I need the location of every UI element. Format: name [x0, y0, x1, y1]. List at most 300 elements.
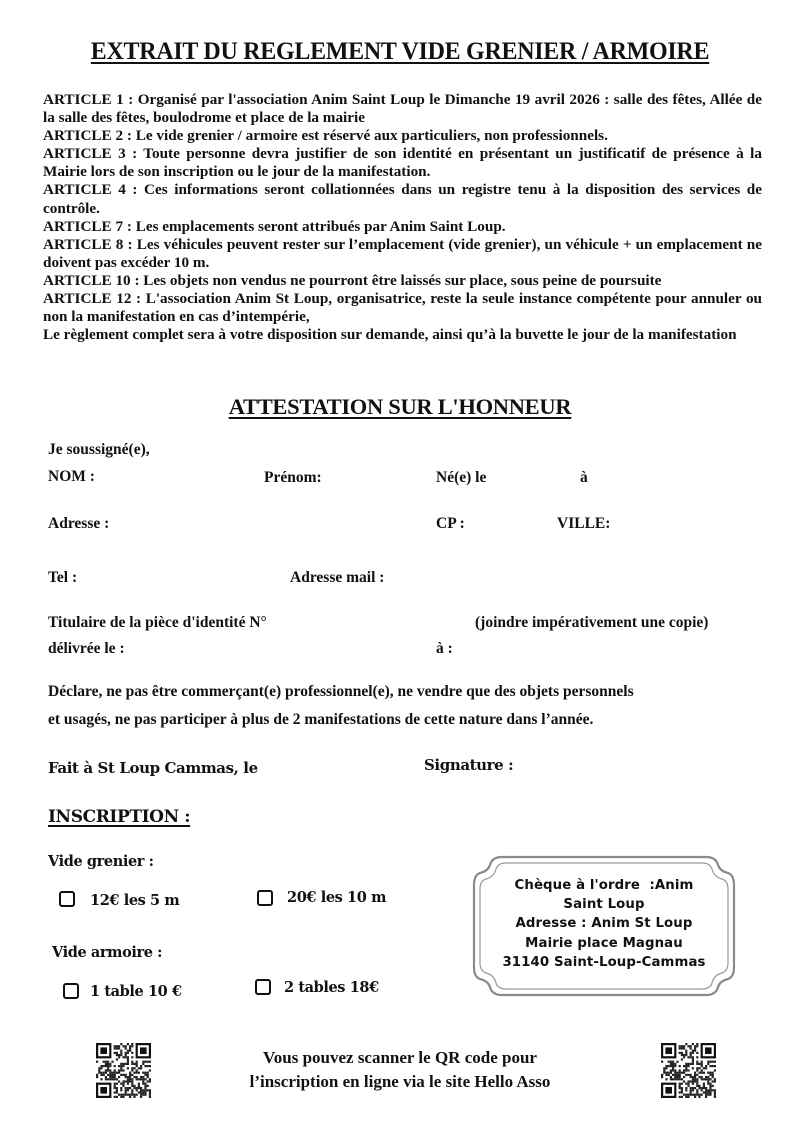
qr-module	[147, 1074, 149, 1076]
qr-module	[107, 1061, 109, 1063]
qr-module	[661, 1061, 663, 1063]
qr-module	[674, 1078, 676, 1080]
qr-module	[142, 1076, 144, 1078]
checkbox-20e-10m[interactable]	[257, 890, 273, 906]
qr-module	[131, 1074, 133, 1076]
qr-module	[114, 1085, 116, 1087]
qr-module	[138, 1083, 140, 1085]
qr-module	[105, 1061, 107, 1063]
qr-module	[122, 1080, 124, 1082]
qr-module	[687, 1045, 689, 1047]
qr-module	[683, 1076, 685, 1078]
qr-module	[98, 1067, 100, 1069]
qr-module	[681, 1045, 683, 1047]
qr-module	[122, 1065, 124, 1067]
option-20e-10m-label: 20€ les 10 m	[287, 889, 387, 906]
qr-module	[105, 1072, 107, 1074]
qr-module	[109, 1078, 111, 1080]
qr-module	[712, 1085, 714, 1087]
qr-module	[118, 1072, 120, 1074]
qr-module	[116, 1072, 118, 1074]
qr-module	[672, 1067, 674, 1069]
qr-module	[701, 1063, 703, 1065]
qr-module	[111, 1078, 113, 1080]
qr-module	[663, 1069, 665, 1071]
qr-module	[694, 1072, 696, 1074]
cheque-line-2: Saint Loup	[563, 897, 645, 913]
article-7: ARTICLE 7 : Les emplacements seront attribués par Anim Saint Loup.	[43, 217, 506, 235]
qr-module	[127, 1087, 129, 1089]
qr-module	[690, 1094, 692, 1096]
qr-module	[105, 1076, 107, 1078]
qr-module	[690, 1080, 692, 1082]
qr-module	[670, 1061, 672, 1063]
qr-module	[676, 1072, 678, 1074]
qr-module	[685, 1063, 687, 1065]
qr-code-right-icon[interactable]	[661, 1043, 716, 1098]
qr-module	[116, 1087, 118, 1089]
qr-module	[690, 1076, 692, 1078]
qr-module	[107, 1078, 109, 1080]
qr-module	[672, 1061, 674, 1063]
qr-module	[698, 1076, 700, 1078]
qr-module	[138, 1087, 140, 1089]
qr-module	[131, 1067, 133, 1069]
article-10: ARTICLE 10 : Les objets non vendus ne pourront être laissés sur place, sous peine de poursuite	[43, 271, 662, 289]
qr-module	[131, 1056, 133, 1058]
qr-module	[149, 1091, 151, 1093]
qr-module	[679, 1085, 681, 1087]
qr-module	[681, 1072, 683, 1074]
qr-module	[149, 1061, 151, 1063]
qr-module	[136, 1078, 138, 1080]
qr-module	[696, 1078, 698, 1080]
qr-module	[707, 1063, 709, 1065]
qr-module	[136, 1072, 138, 1074]
checkbox-12e-5m[interactable]	[59, 891, 75, 907]
vide-armoire-label: Vide armoire :	[52, 944, 163, 961]
qr-module	[129, 1045, 131, 1047]
qr-module	[703, 1087, 705, 1089]
ville-label: VILLE:	[557, 515, 611, 532]
qr-module	[694, 1094, 696, 1096]
qr-module	[96, 1074, 98, 1076]
qr-module	[127, 1058, 129, 1060]
qr-module	[685, 1089, 687, 1091]
qr-module	[709, 1089, 711, 1091]
qr-module	[149, 1094, 151, 1096]
qr-module	[681, 1058, 683, 1060]
qr-module	[125, 1091, 127, 1093]
qr-module	[142, 1083, 144, 1085]
qr-module	[705, 1089, 707, 1091]
qr-module	[116, 1091, 118, 1093]
qr-module	[122, 1094, 124, 1096]
qr-module	[707, 1089, 709, 1091]
qr-module	[122, 1085, 124, 1087]
qr-module	[147, 1085, 149, 1087]
qr-module	[705, 1076, 707, 1078]
qr-module	[709, 1087, 711, 1089]
qr-module	[129, 1080, 131, 1082]
qr-module	[690, 1091, 692, 1093]
qr-module	[683, 1056, 685, 1058]
qr-module	[147, 1072, 149, 1074]
qr-module	[714, 1096, 716, 1098]
qr-module	[129, 1096, 131, 1098]
qr-module	[122, 1063, 124, 1065]
qr-module	[109, 1072, 111, 1074]
qr-module	[111, 1076, 113, 1078]
qr-module	[149, 1078, 151, 1080]
qr-module	[142, 1080, 144, 1082]
qr-module	[665, 1067, 667, 1069]
qr-module	[709, 1094, 711, 1096]
qr-module	[125, 1063, 127, 1065]
qr-module	[701, 1089, 703, 1091]
qr-module	[103, 1072, 105, 1074]
qr-module	[114, 1065, 116, 1067]
qr-module	[672, 1078, 674, 1080]
birthplace-label: à	[580, 469, 588, 486]
qr-module	[136, 1061, 138, 1063]
qr-module	[679, 1065, 681, 1067]
article-4: ARTICLE 4 : Ces informations seront collationnées dans un registre tenu à la disposition des services de contrôle.	[43, 181, 762, 217]
qr-module	[714, 1091, 716, 1093]
qr-module	[100, 1065, 102, 1067]
qr-module	[685, 1094, 687, 1096]
qr-module	[674, 1076, 676, 1078]
qr-module	[681, 1078, 683, 1080]
qr-module	[694, 1050, 696, 1052]
signature-label: Signature :	[424, 756, 514, 774]
qr-module	[701, 1076, 703, 1078]
qr-module	[696, 1080, 698, 1082]
qr-module	[683, 1069, 685, 1071]
qr-module	[127, 1061, 129, 1063]
qr-module	[120, 1054, 122, 1056]
qr-module	[696, 1061, 698, 1063]
prenom-label: Prénom:	[264, 469, 322, 486]
qr-module	[698, 1067, 700, 1069]
checkbox-1-table[interactable]	[63, 983, 79, 999]
qr-module	[670, 1065, 672, 1067]
qr-module	[674, 1063, 676, 1065]
qr-module	[109, 1074, 111, 1076]
qr-module	[692, 1063, 694, 1065]
qr-module	[701, 1069, 703, 1071]
qr-module	[714, 1065, 716, 1067]
qr-module	[709, 1072, 711, 1074]
qr-module	[114, 1087, 116, 1089]
qr-module	[131, 1089, 133, 1091]
qr-module	[692, 1043, 694, 1045]
qr-module	[127, 1094, 129, 1096]
intro-label: Je soussigné(e),	[48, 441, 150, 458]
qr-module	[709, 1091, 711, 1093]
qr-module	[703, 1067, 705, 1069]
qr-module	[140, 1087, 142, 1089]
issued-date-label: délivrée le :	[48, 640, 125, 657]
copy-note: (joindre impérativement une copie)	[475, 614, 709, 631]
declaration-line-2: et usagés, ne pas participer à plus de 2 manifestations de cette nature dans l’année.	[48, 711, 594, 728]
qr-module	[125, 1087, 127, 1089]
qr-module	[696, 1074, 698, 1076]
qr-module	[149, 1069, 151, 1071]
qr-module	[125, 1056, 127, 1058]
qr-module	[149, 1065, 151, 1067]
qr-module	[116, 1096, 118, 1098]
qr-module	[129, 1047, 131, 1049]
qr-module	[140, 1094, 142, 1096]
qr-module	[103, 1074, 105, 1076]
qr-module	[685, 1096, 687, 1098]
qr-module	[707, 1080, 709, 1082]
qr-module	[129, 1076, 131, 1078]
qr-module	[696, 1083, 698, 1085]
qr-module	[709, 1085, 711, 1087]
qr-module	[709, 1065, 711, 1067]
qr-module	[694, 1087, 696, 1089]
qr-module	[127, 1083, 129, 1085]
vide-grenier-label: Vide grenier :	[48, 853, 154, 870]
qr-module	[125, 1094, 127, 1096]
qr-module	[670, 1072, 672, 1074]
qr-module	[687, 1069, 689, 1071]
qr-module	[114, 1045, 116, 1047]
qr-module	[672, 1074, 674, 1076]
qr-module	[670, 1076, 672, 1078]
qr-module	[127, 1043, 129, 1045]
qr-module	[714, 1094, 716, 1096]
issued-place-label: à :	[436, 640, 453, 657]
qr-module	[694, 1047, 696, 1049]
qr-module	[698, 1085, 700, 1087]
qr-module	[127, 1067, 129, 1069]
qr-module	[707, 1078, 709, 1080]
email-label: Adresse mail :	[290, 569, 385, 586]
qr-module	[676, 1076, 678, 1078]
qr-module	[118, 1054, 120, 1056]
qr-module	[696, 1067, 698, 1069]
qr-module	[681, 1083, 683, 1085]
qr-module	[133, 1067, 135, 1069]
qr-module	[118, 1047, 120, 1049]
qr-module	[665, 1065, 667, 1067]
qr-module	[144, 1083, 146, 1085]
qr-module	[133, 1087, 135, 1089]
qr-module	[709, 1078, 711, 1080]
qr-module	[679, 1047, 681, 1049]
qr-module	[129, 1050, 131, 1052]
qr-module	[147, 1061, 149, 1063]
qr-module	[692, 1052, 694, 1054]
qr-module	[114, 1074, 116, 1076]
qr-module	[118, 1056, 120, 1058]
qr-module	[690, 1063, 692, 1065]
qr-module	[685, 1054, 687, 1056]
qr-module	[144, 1072, 146, 1074]
qr-module	[683, 1094, 685, 1096]
qr-module	[136, 1063, 138, 1065]
qr-module	[692, 1067, 694, 1069]
qr-module	[670, 1069, 672, 1071]
qr-module	[679, 1045, 681, 1047]
birthdate-label: Né(e) le	[436, 469, 487, 486]
qr-module	[129, 1078, 131, 1080]
qr-module	[127, 1089, 129, 1091]
qr-module	[116, 1078, 118, 1080]
qr-module	[114, 1083, 116, 1085]
qr-module	[696, 1043, 698, 1045]
declaration-line-1: Déclare, ne pas être commerçant(e) professionnel(e), ne vendre que des objets personnels	[48, 683, 634, 700]
qr-module	[679, 1096, 681, 1098]
qr-module	[147, 1065, 149, 1067]
qr-module	[140, 1076, 142, 1078]
qr-module	[681, 1052, 683, 1054]
qr-module	[692, 1061, 694, 1063]
qr-module	[698, 1072, 700, 1074]
qr-module	[127, 1063, 129, 1065]
qr-module	[714, 1061, 716, 1063]
qr-module	[125, 1045, 127, 1047]
qr-module	[122, 1045, 124, 1047]
qr-module	[672, 1069, 674, 1071]
qr-module	[131, 1063, 133, 1065]
qr-module	[707, 1072, 709, 1074]
qr-module	[683, 1072, 685, 1074]
qr-module	[120, 1087, 122, 1089]
qr-module	[144, 1094, 146, 1096]
qr-module	[683, 1047, 685, 1049]
qr-module	[120, 1089, 122, 1091]
qr-module	[105, 1065, 107, 1067]
qr-module	[665, 1074, 667, 1076]
qr-module	[705, 1096, 707, 1098]
qr-module	[138, 1072, 140, 1074]
qr-module	[140, 1078, 142, 1080]
qr-module	[100, 1072, 102, 1074]
qr-module	[142, 1089, 144, 1091]
qr-module	[679, 1074, 681, 1076]
qr-module	[696, 1045, 698, 1047]
qr-module	[692, 1078, 694, 1080]
qr-module	[705, 1078, 707, 1080]
qr-module	[703, 1085, 705, 1087]
qr-module	[665, 1072, 667, 1074]
qr-text-line-2: l’inscription en ligne via le site Hello Asso	[249, 1072, 551, 1091]
qr-module	[131, 1078, 133, 1080]
qr-module	[712, 1061, 714, 1063]
qr-module	[129, 1087, 131, 1089]
qr-module	[140, 1096, 142, 1098]
qr-module	[687, 1083, 689, 1085]
qr-module	[105, 1063, 107, 1065]
full-regulation-note: Le règlement complet sera à votre disposition sur demande, ainsi qu’à la buvette le jour de la manifestation	[43, 326, 737, 344]
qr-module	[125, 1047, 127, 1049]
qr-module	[127, 1076, 129, 1078]
qr-module	[127, 1052, 129, 1054]
qr-module	[107, 1069, 109, 1071]
qr-module	[687, 1074, 689, 1076]
qr-module	[683, 1080, 685, 1082]
qr-module	[107, 1063, 109, 1065]
qr-module	[690, 1052, 692, 1054]
qr-module	[142, 1094, 144, 1096]
qr-module	[125, 1080, 127, 1082]
qr-module	[681, 1087, 683, 1089]
qr-module	[712, 1072, 714, 1074]
qr-module	[661, 1074, 663, 1076]
qr-module	[144, 1061, 146, 1063]
qr-module	[120, 1063, 122, 1065]
cheque-line-3: Adresse : Anim St Loup	[515, 916, 693, 932]
qr-module	[696, 1063, 698, 1065]
qr-module	[692, 1094, 694, 1096]
qr-module	[111, 1074, 113, 1076]
qr-module	[138, 1078, 140, 1080]
qr-module	[127, 1080, 129, 1082]
qr-module	[142, 1078, 144, 1080]
qr-module	[668, 1072, 670, 1074]
qr-module	[668, 1074, 670, 1076]
qr-module	[690, 1047, 692, 1049]
qr-module	[131, 1083, 133, 1085]
qr-module	[142, 1091, 144, 1093]
qr-module	[679, 1069, 681, 1071]
attestation-title: ATTESTATION SUR L'HONNEUR	[228, 394, 572, 419]
qr-module	[676, 1061, 678, 1063]
qr-module	[661, 1076, 663, 1078]
qr-module	[705, 1091, 707, 1093]
qr-module	[687, 1096, 689, 1098]
checkbox-2-tables[interactable]	[255, 979, 271, 995]
qr-module	[136, 1087, 138, 1089]
qr-module	[100, 1074, 102, 1076]
qr-module	[131, 1045, 133, 1047]
qr-module	[685, 1087, 687, 1089]
nom-label: NOM :	[48, 468, 95, 485]
qr-module	[694, 1096, 696, 1098]
qr-module	[712, 1076, 714, 1078]
qr-module	[712, 1065, 714, 1067]
qr-module	[679, 1083, 681, 1085]
qr-code-left-icon[interactable]	[96, 1043, 151, 1098]
qr-module	[703, 1078, 705, 1080]
qr-module	[140, 1065, 142, 1067]
qr-module	[679, 1076, 681, 1078]
qr-module	[712, 1089, 714, 1091]
qr-module	[114, 1069, 116, 1071]
qr-module	[683, 1065, 685, 1067]
qr-module	[687, 1065, 689, 1067]
qr-module	[703, 1083, 705, 1085]
qr-module	[690, 1045, 692, 1047]
qr-module	[131, 1094, 133, 1096]
qr-module	[694, 1045, 696, 1047]
adresse-label: Adresse :	[48, 515, 110, 532]
qr-module	[707, 1083, 709, 1085]
qr-module	[144, 1074, 146, 1076]
qr-module	[131, 1043, 133, 1045]
qr-module	[690, 1087, 692, 1089]
qr-module	[672, 1065, 674, 1067]
qr-module	[109, 1069, 111, 1071]
qr-module	[111, 1072, 113, 1074]
qr-module	[120, 1069, 122, 1071]
qr-module	[707, 1091, 709, 1093]
qr-module	[672, 1063, 674, 1065]
